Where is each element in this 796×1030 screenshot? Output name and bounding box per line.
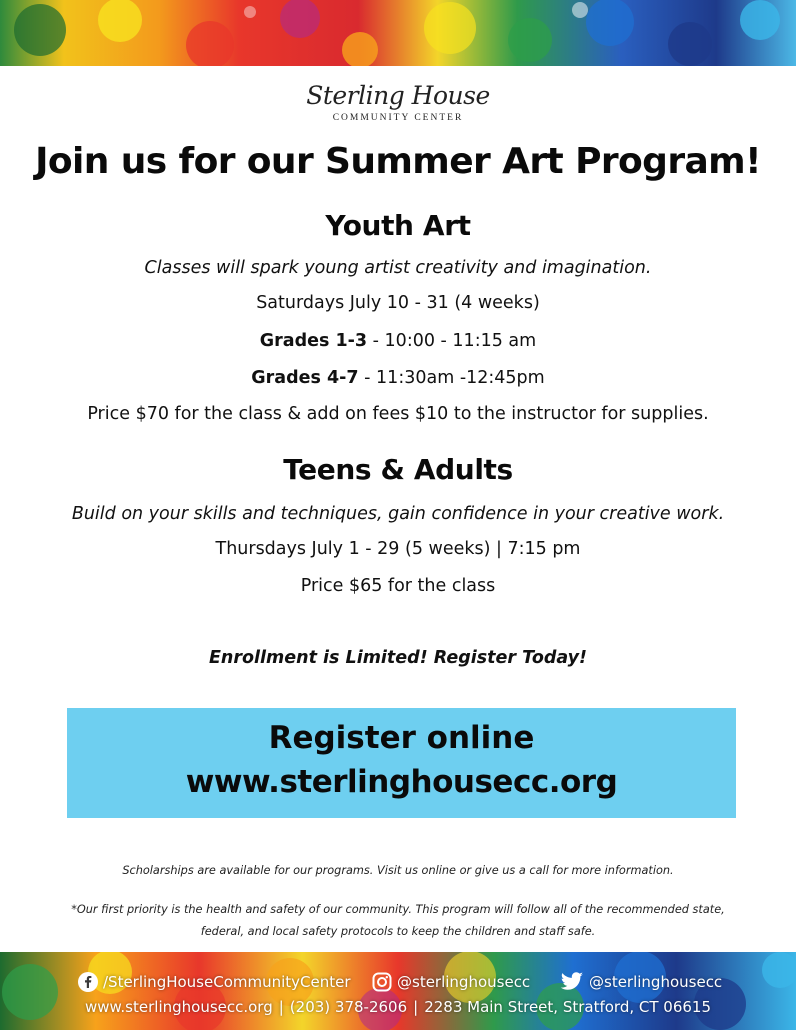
safety-note: *Our first priority is the health and safety of our community. This program will follow all of the recommended state, federal, and local safety protocols to keep the children and staff safe. <box>71 903 725 938</box>
sterling-house-logo <box>0 80 796 123</box>
twitter-icon <box>560 972 584 992</box>
teens-adults-tagline: Build on your skills and techniques, gain confidence in your creative work. <box>71 504 725 524</box>
youth-art-title: Youth Art <box>325 209 471 242</box>
instagram-icon <box>372 972 392 992</box>
grades-1-3-time: - 10:00 - 11:15 am <box>367 331 537 351</box>
youth-grades-4-7 <box>0 368 796 388</box>
facebook-icon <box>78 972 98 992</box>
teens-adults-schedule: Thursdays July 1 - 29 (5 weeks) | 7:15 pm <box>215 539 581 559</box>
footer-separator: | <box>413 998 419 1016</box>
scholarship-note: Scholarships are available for our programs. Visit us online or give us a call for more information. <box>122 864 674 877</box>
youth-art-tagline: Classes will spark young artist creativity and imagination. <box>144 258 652 278</box>
teens-adults-price: Price $65 for the class <box>300 576 496 596</box>
footer-contact <box>0 952 796 1030</box>
footer-phone[interactable]: (203) 378-2606 <box>289 998 408 1016</box>
contact-info-row <box>0 998 796 1016</box>
logo-subtitle: COMMUNITY CENTER <box>332 113 464 123</box>
facebook-handle: /SterlingHouseCommunityCenter <box>103 973 351 991</box>
page-headline: Join us for our Summer Art Program! <box>35 141 761 182</box>
youth-art-schedule: Saturdays July 10 - 31 (4 weeks) <box>256 293 540 313</box>
enrollment-notice: Enrollment is Limited! Register Today! <box>208 648 588 668</box>
logo-name: Sterling House <box>306 81 490 110</box>
teens-adults-title: Teens & Adults <box>283 453 513 486</box>
twitter-handle: @sterlinghousecc <box>589 973 723 991</box>
register-online-label: Register online <box>268 720 535 756</box>
grades-4-7-time: - 11:30am -12:45pm <box>358 368 545 388</box>
social-links-row <box>0 970 796 994</box>
twitter-link[interactable] <box>560 970 722 994</box>
footer-website[interactable]: www.sterlinghousecc.org <box>84 998 273 1016</box>
top-paint-banner <box>0 0 796 66</box>
instagram-handle: @sterlinghousecc <box>397 973 531 991</box>
register-url[interactable]: www.sterlinghousecc.org <box>185 764 618 800</box>
grades-1-3-label: Grades 1-3 <box>259 331 368 351</box>
youth-art-price: Price $70 for the class & add on fees $10 to the instructor for supplies. <box>87 404 709 424</box>
footer-separator: | <box>278 998 284 1016</box>
facebook-link[interactable] <box>78 970 351 994</box>
youth-grades-1-3 <box>0 331 796 351</box>
grades-4-7-label: Grades 4-7 <box>251 368 359 388</box>
instagram-link[interactable] <box>372 970 530 994</box>
register-online-box[interactable] <box>67 708 736 818</box>
footer-address: 2283 Main Street, Stratford, CT 06615 <box>424 998 712 1016</box>
